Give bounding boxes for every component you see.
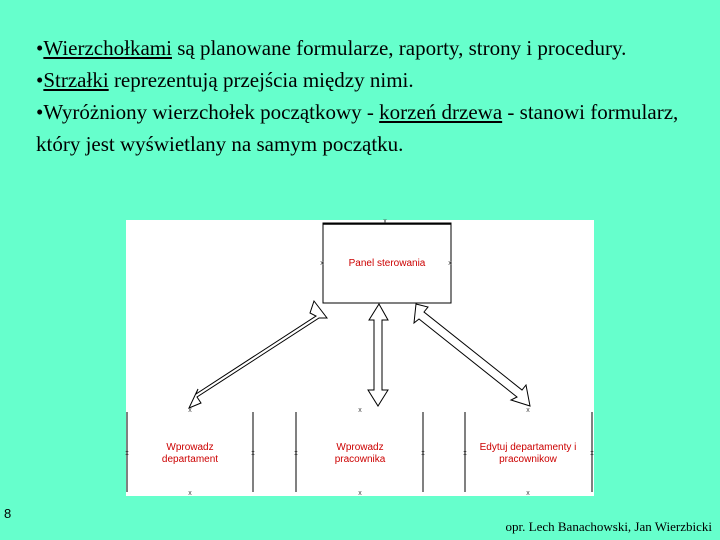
bullet-mark: • — [36, 100, 44, 124]
footer-authors: opr. Lech Banachowski, Jan Wierzbicki — [505, 519, 712, 534]
link-korzen-drzewa[interactable]: korzeń drzewa — [379, 100, 503, 124]
bullet-item — [36, 32, 696, 64]
child-node-label: Wprowadz — [166, 442, 214, 453]
child-node-label: pracownika — [334, 454, 386, 465]
handle-mark: x — [358, 490, 362, 497]
bullet-mark: • — [36, 68, 44, 92]
page-number: 8 — [4, 506, 12, 521]
handle-mark: x — [125, 450, 129, 457]
handle-mark: x — [294, 450, 298, 457]
bullet-item — [36, 64, 696, 96]
bullet-text: są planowane formularze, raporty, strony i procedury. — [171, 36, 627, 60]
bullet-text: reprezentują przejścia między nimi. — [108, 68, 414, 92]
bullet-item — [36, 96, 696, 160]
handle-mark: x — [251, 450, 255, 457]
transition-arrows — [189, 301, 530, 408]
arrow-left[interactable] — [189, 301, 327, 408]
handle-mark: x — [590, 450, 594, 457]
bullet-text: - stanowi formularz, który jest wyświetlany na samym początku. — [36, 100, 679, 156]
handle-mark: x — [188, 407, 192, 414]
arrow-right[interactable] — [414, 304, 530, 406]
tree-diagram-svg — [126, 220, 594, 496]
bullet-mark: • — [36, 36, 44, 60]
bullet-list — [36, 32, 696, 160]
handle-mark: x — [448, 260, 452, 267]
child-node-label: departament — [161, 454, 219, 465]
child-node-label: Wprowadz — [336, 442, 384, 453]
handle-mark: x — [526, 407, 530, 414]
handle-mark: x — [526, 490, 530, 497]
handle-mark: x — [463, 450, 467, 457]
root-node-label: Panel sterowania — [348, 258, 426, 269]
link-strzalki[interactable]: Strzałki — [43, 68, 109, 92]
handle-mark: x — [383, 218, 387, 225]
bullet-text: Wyróżniony wierzchołek początkowy - — [43, 100, 380, 124]
handle-mark: x — [358, 407, 362, 414]
child-node-label: pracownikow — [499, 454, 557, 465]
tree-diagram — [126, 220, 594, 496]
handle-mark: x — [421, 450, 425, 457]
handle-mark: x — [320, 260, 324, 267]
arrow-middle[interactable] — [368, 304, 388, 406]
link-wierzcholkami[interactable]: Wierzchołkami — [43, 36, 172, 60]
handle-mark: x — [188, 490, 192, 497]
child-node-label: Edytuj departamenty i — [479, 442, 577, 453]
